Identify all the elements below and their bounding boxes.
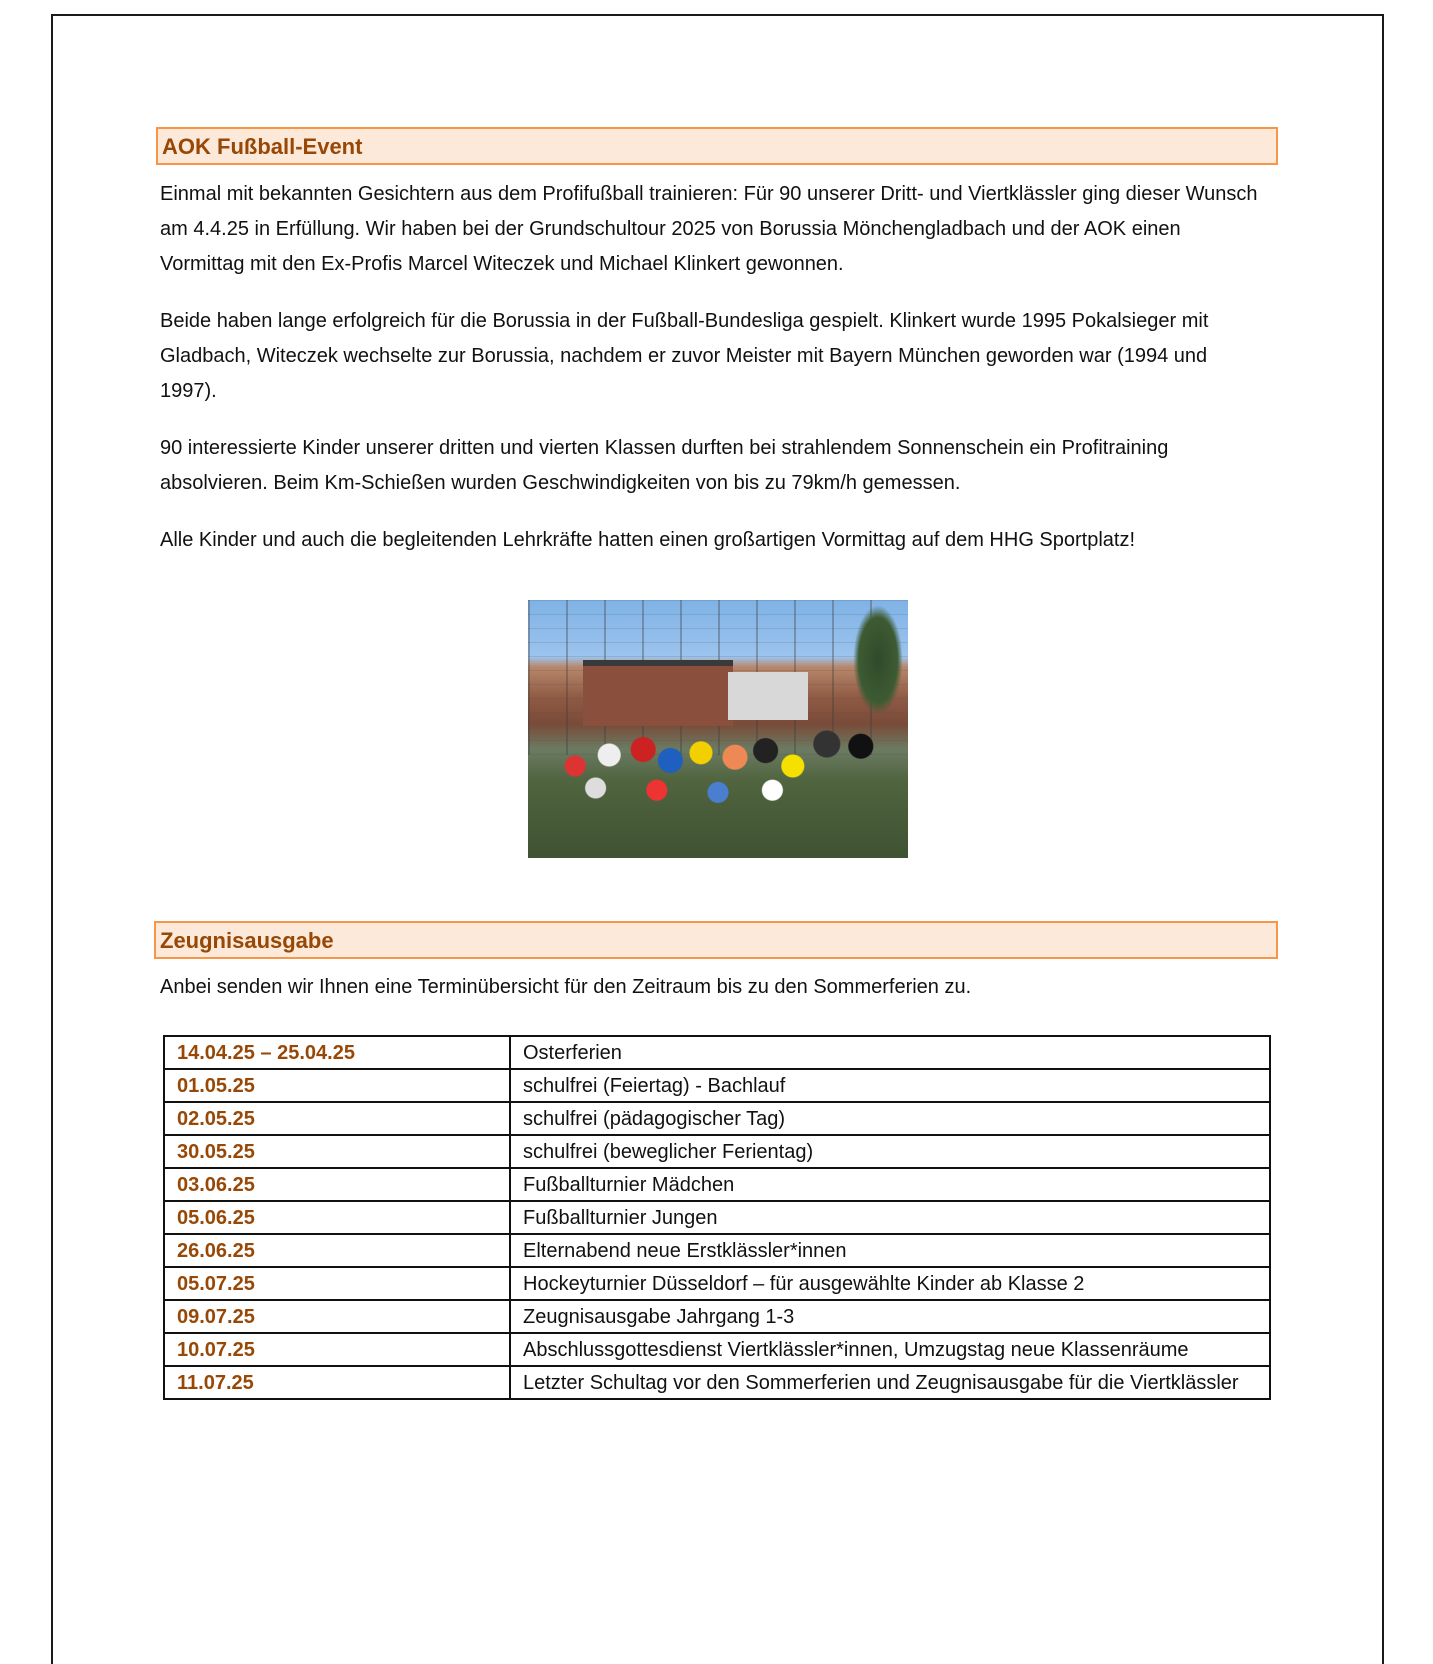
section-intro: Anbei senden wir Ihnen eine Terminübersicht für den Zeitraum bis zu den Sommerferien zu. — [160, 976, 972, 998]
section-zeugnisausgabe — [156, 921, 1278, 1001]
schedule-date: 05.06.25 — [164, 1201, 510, 1234]
schedule-date: 10.07.25 — [164, 1333, 510, 1366]
table-row — [164, 1069, 1270, 1102]
paragraph: Einmal mit bekannten Gesichtern aus dem Profifußball trainieren: Für 90 unserer Dritt- und Viertklässler ging dieser Wunsch am 4.4.25 in Erfüllung. Wir haben bei der Grundschultour 2025 von Borussia Mönchengladbach und der AOK einen Vormittag mit den Ex-Profis Marcel Witeczek und Michael Klinkert gewonnen. — [160, 183, 1258, 275]
schedule-date: 05.07.25 — [164, 1267, 510, 1300]
table-row — [164, 1366, 1270, 1399]
table-row — [164, 1234, 1270, 1267]
schedule-date: 26.06.25 — [164, 1234, 510, 1267]
table-row — [164, 1102, 1270, 1135]
schedule-date: 11.07.25 — [164, 1366, 510, 1399]
section-heading: Zeugnisausgabe — [154, 921, 1278, 959]
table-row — [164, 1036, 1270, 1069]
schedule-event: Hockeyturnier Düsseldorf – für ausgewählte Kinder ab Klasse 2 — [510, 1267, 1270, 1300]
schedule-table — [163, 1035, 1271, 1400]
schedule-date: 09.07.25 — [164, 1300, 510, 1333]
schedule-event: schulfrei (pädagogischer Tag) — [510, 1102, 1270, 1135]
schedule-date: 03.06.25 — [164, 1168, 510, 1201]
paragraph: Alle Kinder und auch die begleitenden Lehrkräfte hatten einen großartigen Vormittag auf dem HHG Sportplatz! — [160, 529, 1136, 551]
table-row — [164, 1267, 1270, 1300]
schedule-event: Fußballturnier Jungen — [510, 1201, 1270, 1234]
schedule-event: Fußballturnier Mädchen — [510, 1168, 1270, 1201]
paragraph: Beide haben lange erfolgreich für die Borussia in der Fußball-Bundesliga gespielt. Klinkert wurde 1995 Pokalsieger mit Gladbach, Witeczek wechselte zur Borussia, nachdem er zuvor Meister mit Bayern München geworden war (1994 und 1997). — [160, 310, 1209, 402]
section-aok-event — [158, 127, 1278, 558]
schedule-event: Zeugnisausgabe Jahrgang 1-3 — [510, 1300, 1270, 1333]
table-row — [164, 1333, 1270, 1366]
photo-group-of-children — [548, 700, 888, 810]
table-row — [164, 1168, 1270, 1201]
schedule-event: Letzter Schultag vor den Sommerferien und Zeugnisausgabe für die Viertklässler — [510, 1366, 1270, 1399]
table-row — [164, 1135, 1270, 1168]
schedule-event: schulfrei (beweglicher Ferientag) — [510, 1135, 1270, 1168]
team-photo — [528, 600, 908, 858]
schedule-event: schulfrei (Feiertag) - Bachlauf — [510, 1069, 1270, 1102]
photo-tree — [853, 605, 903, 715]
schedule-date: 02.05.25 — [164, 1102, 510, 1135]
schedule-event: Osterferien — [510, 1036, 1270, 1069]
paragraph: 90 interessierte Kinder unserer dritten und vierten Klassen durften bei strahlendem Sonnenschein ein Profitraining absolvieren. Beim Km-Schießen wurden Geschwindigkeiten von bis zu 79km/h gemessen. — [160, 437, 1169, 494]
table-row — [164, 1300, 1270, 1333]
schedule-date: 14.04.25 – 25.04.25 — [164, 1036, 510, 1069]
section-heading: AOK Fußball-Event — [156, 127, 1278, 165]
schedule-date: 01.05.25 — [164, 1069, 510, 1102]
schedule-event: Abschlussgottesdienst Viertklässler*innen, Umzugstag neue Klassenräume — [510, 1333, 1270, 1366]
table-row — [164, 1201, 1270, 1234]
schedule-date: 30.05.25 — [164, 1135, 510, 1168]
schedule-event: Elternabend neue Erstklässler*innen — [510, 1234, 1270, 1267]
